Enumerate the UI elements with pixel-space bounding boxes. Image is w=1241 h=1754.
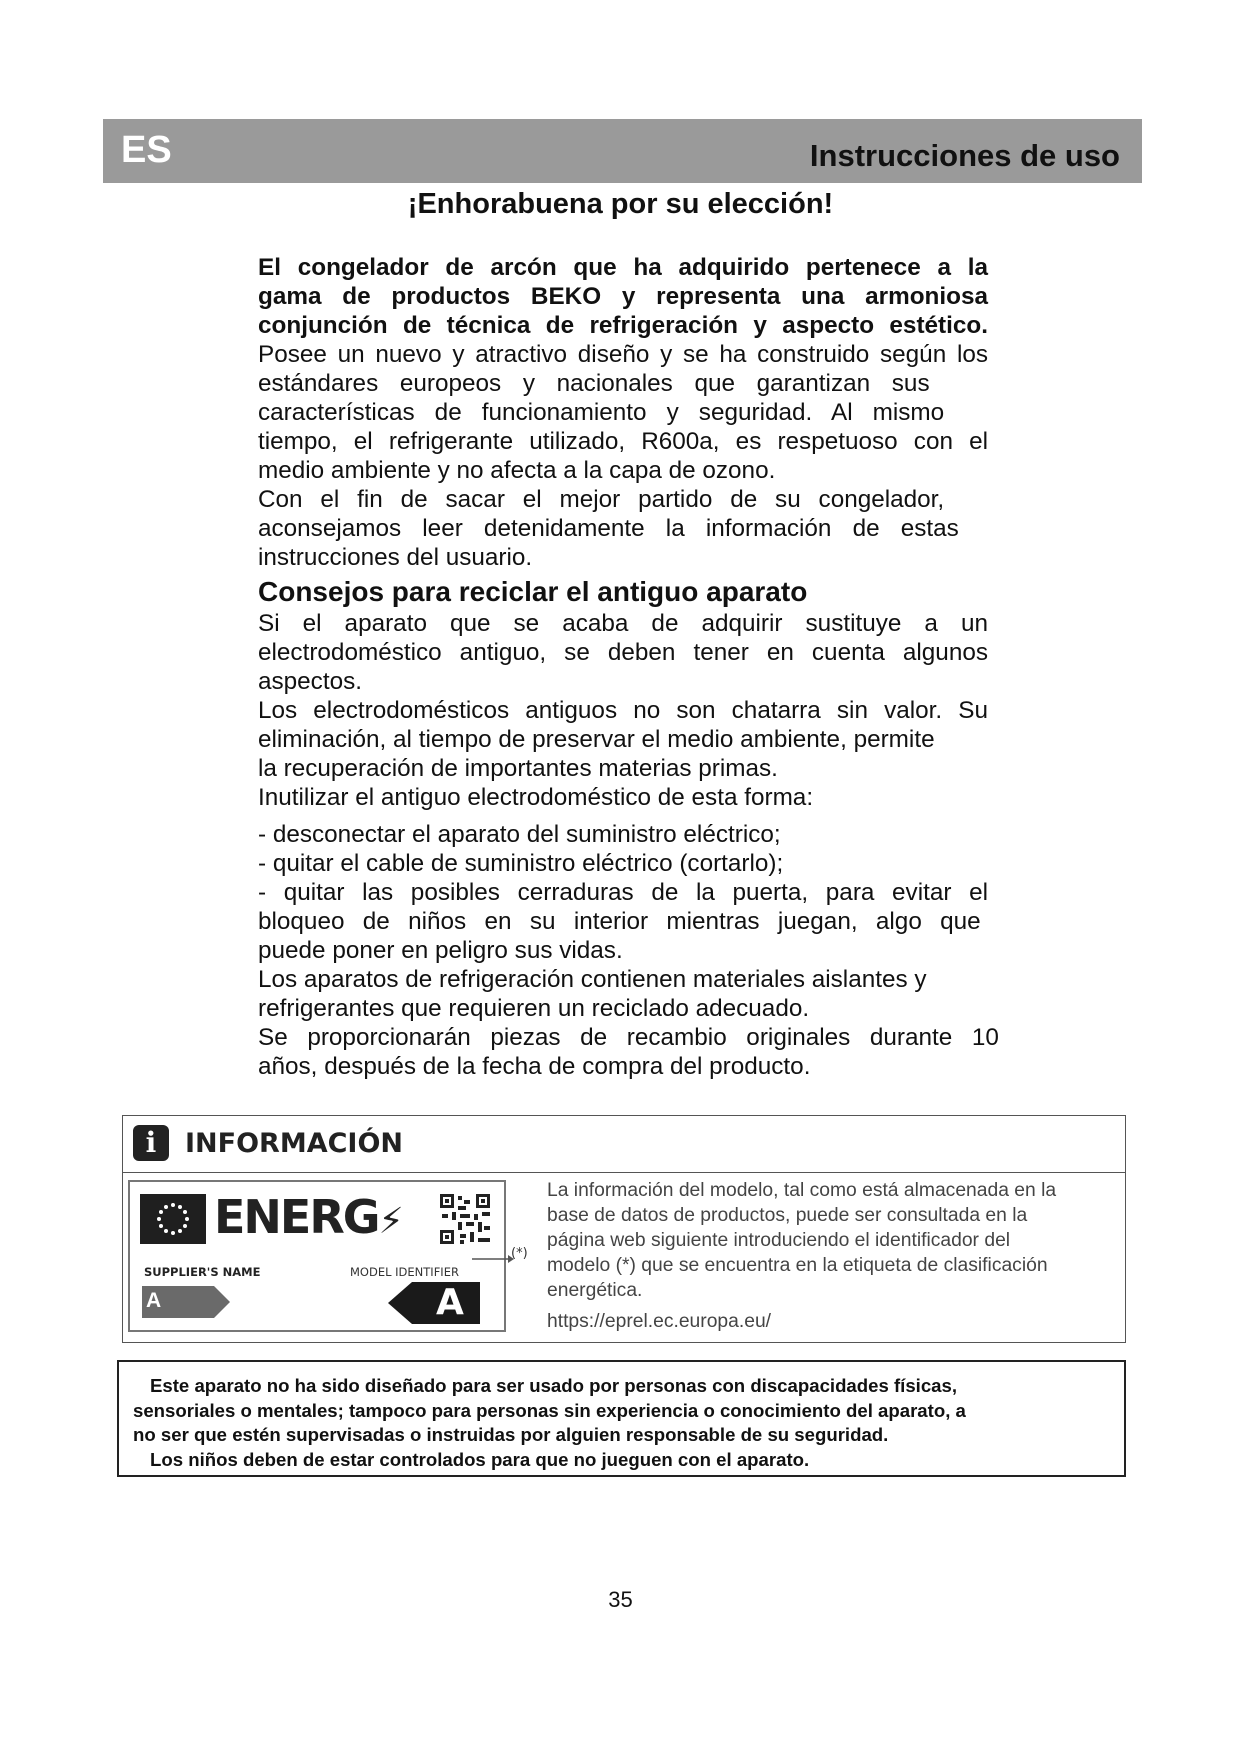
eprel-url: https://eprel.ec.europa.eu/	[547, 1311, 772, 1332]
energy-label	[128, 1180, 506, 1332]
list-item: - desconectar el aparato del suministro eléctrico;	[258, 821, 781, 848]
warning-line: Los niños deben de estar controlados para que no jueguen con el aparato.	[150, 1448, 810, 1470]
list-item: Los aparatos de refrigeración contienen materiales aislantes y	[258, 966, 927, 993]
safety-warning-box	[117, 1360, 1126, 1477]
intro-line: tiempo, el refrigerante utilizado, R600a, es respetuoso con el	[258, 428, 988, 455]
information-line: base de datos de productos, puede ser consultada en la	[547, 1205, 1028, 1226]
intro-line: características de funcionamiento y seguridad. Al mismo	[258, 399, 945, 426]
intro-line: medio ambiente y no afecta a la capa de ozono.	[258, 457, 776, 484]
section-line: electrodoméstico antiguo, se deben tener en cuenta algunos	[258, 639, 988, 666]
intro-line: Posee un nuevo y atractivo diseño y se ha construido según los	[258, 341, 988, 368]
information-text	[547, 1178, 1107, 1334]
intro-line: Con el fin de sacar el mejor partido de su congelador,	[258, 486, 945, 513]
body-text	[258, 253, 999, 1081]
warning-line: no ser que estén supervisadas o instruidas por alguien responsable de su seguridad.	[133, 1424, 889, 1445]
intro-line: estándares europeos y nacionales que garantizan sus	[258, 370, 930, 397]
information-header	[123, 1116, 1125, 1173]
page-number: 35	[608, 1587, 633, 1612]
list-item: - quitar el cable de suministro eléctrico (cortarlo);	[258, 850, 784, 877]
energy-word	[214, 1190, 402, 1244]
info-icon: i	[133, 1125, 169, 1161]
warning-line: Este aparato no ha sido diseñado para ser usado por personas con discapacidades físicas,	[150, 1375, 958, 1396]
intro-line: instrucciones del usuario.	[258, 544, 533, 571]
list-item: refrigerantes que requieren un reciclado adecuado.	[258, 995, 810, 1022]
model-marker: (*)	[511, 1246, 528, 1261]
qr-code-icon	[438, 1192, 492, 1246]
information-line: energética.	[547, 1280, 643, 1301]
model-identifier: MODEL IDENTIFIER	[350, 1265, 459, 1279]
list-item: Se proporcionarán piezas de recambio originales durante 10	[258, 1024, 999, 1051]
intro-bold-line: gama de productos BEKO y representa una armoniosa	[258, 283, 988, 310]
section-line: la recuperación de importantes materias primas.	[258, 755, 778, 782]
information-line: La información del modelo, tal como está almacenada en la	[547, 1180, 1057, 1201]
section-line: eliminación, al tiempo de preservar el medio ambiente, permite	[258, 726, 935, 753]
information-line: modelo (*) que se encuentra en la etiqueta de clasificación	[547, 1255, 1048, 1276]
list-item: años, después de la fecha de compra del producto.	[258, 1053, 811, 1080]
intro-bold-line: conjunción de técnica de refrigeración y aspecto estético.	[258, 312, 988, 339]
energy-class-right: A	[436, 1282, 464, 1323]
energy-class-left: A	[146, 1289, 162, 1312]
page-header	[103, 119, 1142, 183]
language-code: ES	[121, 129, 172, 171]
information-box	[122, 1115, 1126, 1343]
list-item: - quitar las posibles cerraduras de la puerta, para evitar el	[258, 879, 988, 906]
lightning-icon: ⚡	[378, 1201, 402, 1242]
information-line: página web siguiente introduciendo el identificador del	[547, 1230, 1011, 1251]
section-line: Si el aparato que se acaba de adquirir sustituye a un	[258, 610, 988, 637]
information-title: INFORMACIÓN	[185, 1128, 404, 1159]
section-line: aspectos.	[258, 668, 362, 695]
section-line: Inutilizar el antiguo electrodoméstico de esta forma:	[258, 784, 814, 811]
eu-flag-icon	[140, 1194, 206, 1244]
page-headline: ¡Enhorabuena por su elección!	[407, 188, 834, 220]
list-item: bloqueo de niños en su interior mientras juegan, algo que	[258, 908, 981, 935]
supplier-name: SUPPLIER'S NAME	[144, 1265, 261, 1279]
intro-bold-line: El congelador de arcón que ha adquirido pertenece a la	[258, 254, 988, 281]
intro-line: aconsejamos leer detenidamente la información de estas	[258, 515, 959, 542]
header-title: Instrucciones de uso	[809, 138, 1120, 173]
energy-text: ENERG	[214, 1190, 379, 1244]
list-item: puede poner en peligro sus vidas.	[258, 937, 623, 964]
section-line: Los electrodomésticos antiguos no son chatarra sin valor. Su	[258, 697, 988, 724]
arrow-icon	[472, 1254, 514, 1264]
warning-line: sensoriales o mentales; tampoco para personas sin experiencia o conocimiento del aparato, a	[133, 1399, 966, 1421]
section-heading: Consejos para reciclar el antiguo aparato	[258, 576, 808, 607]
energy-class-right-arrow	[388, 1282, 480, 1324]
